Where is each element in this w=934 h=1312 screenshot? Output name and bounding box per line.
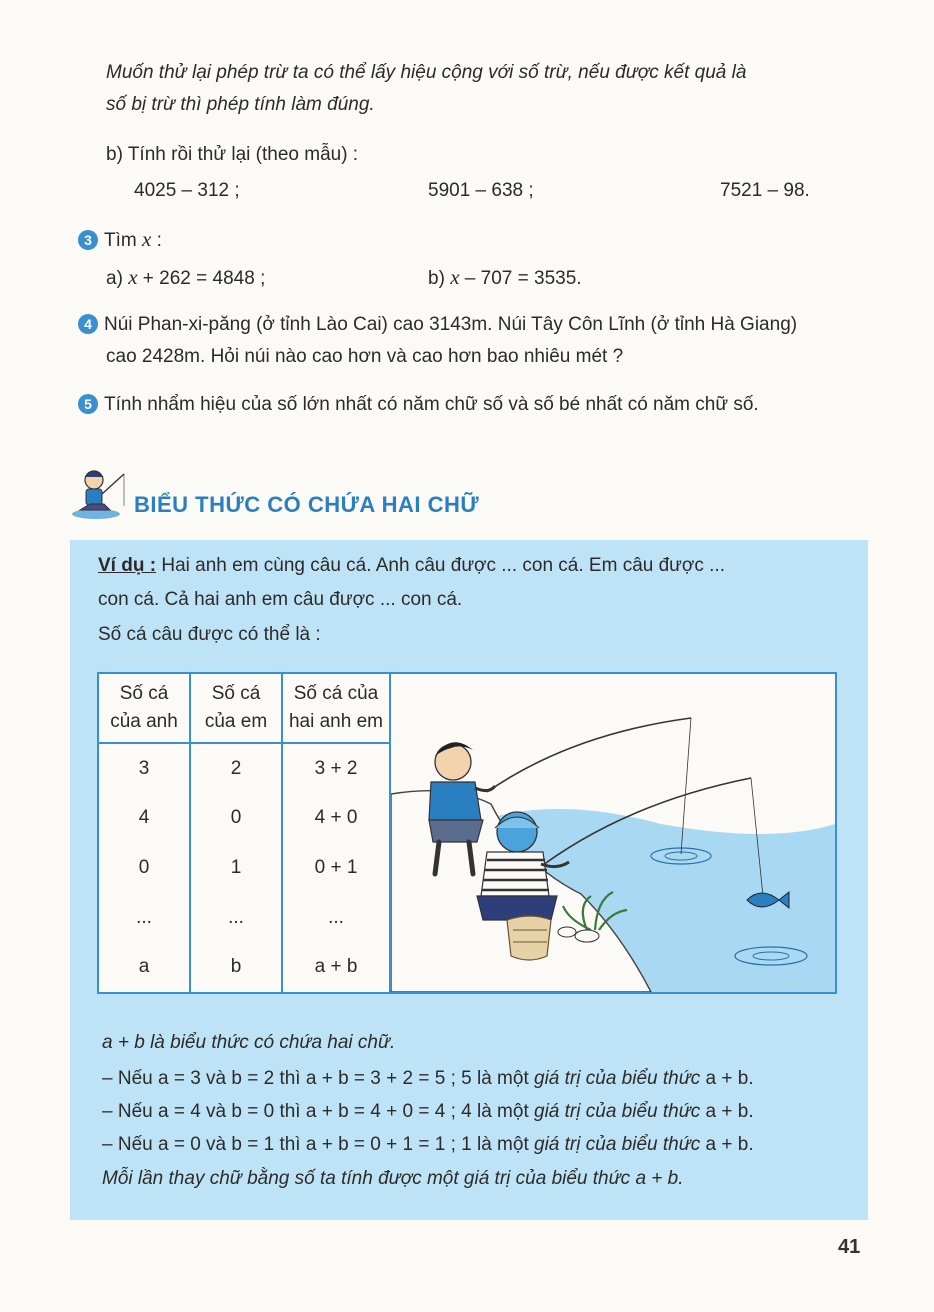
value-example-1 xyxy=(102,1064,754,1094)
exercise-3-label: Tìm xyxy=(104,230,137,251)
table-row xyxy=(98,942,390,993)
exercise-3b-prefix: b) xyxy=(428,268,445,289)
table-cell: 2 xyxy=(190,743,282,794)
table-row xyxy=(98,794,390,844)
exercise-3a-prefix: a) xyxy=(106,268,123,289)
example-line3: Số cá câu được có thể là : xyxy=(98,624,321,645)
exercise-4-line2: cao 2428m. Hỏi núi nào cao hơn và cao hơn bao nhiêu mét ? xyxy=(106,346,624,367)
value-example-prefix: – Nếu a = 4 và b = 0 thì a + b = 4 + 0 = 4 ; 4 là một xyxy=(102,1101,529,1122)
table-cell: ... xyxy=(282,893,390,943)
example-text-1: Hai anh em cùng câu cá. Anh câu được ... con cá. Em câu được ... xyxy=(161,555,725,576)
table-cell: 4 xyxy=(98,794,190,844)
table-cell: b xyxy=(190,942,282,993)
table-cell: 3 + 2 xyxy=(282,743,390,794)
exercise-number-badge: 4 xyxy=(78,314,98,334)
value-example-italic: giá trị của biểu thức xyxy=(534,1134,701,1155)
table-cell: a xyxy=(98,942,190,993)
fishing-boy-icon xyxy=(70,466,126,520)
exercise-4-line1 xyxy=(78,310,797,340)
value-example-suffix: a + b. xyxy=(705,1134,754,1155)
expression-definition: a + b là biểu thức có chứa hai chữ. xyxy=(102,1032,396,1053)
table-cell: 0 + 1 xyxy=(282,843,390,893)
fish-count-table xyxy=(97,672,391,994)
value-example-2 xyxy=(102,1097,754,1127)
example-line2: con cá. Cả hai anh em câu được ... con cá. xyxy=(98,589,463,610)
example-line1 xyxy=(98,551,725,581)
variable-x: x xyxy=(128,265,138,289)
value-example-suffix: a + b. xyxy=(705,1068,754,1089)
table-row xyxy=(98,843,390,893)
table-cell: 4 + 0 xyxy=(282,794,390,844)
fishing-illustration xyxy=(391,674,835,992)
exercise-3-heading xyxy=(78,224,162,256)
exercise-3a-equation: + 262 = 4848 ; xyxy=(142,268,266,289)
calc-item-3: 7521 – 98. xyxy=(720,180,810,201)
exercise-5-text: Tính nhẩm hiệu của số lớn nhất có năm chữ số và số bé nhất có năm chữ số. xyxy=(104,394,759,415)
header-total-line1: Số cá của xyxy=(293,683,379,704)
exercise-number-badge: 5 xyxy=(78,394,98,414)
header-brother-line1: Số cá xyxy=(119,683,169,704)
part-b-instruction: b) Tính rồi thử lại (theo mẫu) : xyxy=(106,144,359,165)
header-total xyxy=(282,673,390,743)
table-cell: ... xyxy=(190,893,282,943)
summary-rule: Mỗi lần thay chữ bằng số ta tính được một giá trị của biểu thức a + b. xyxy=(102,1168,684,1189)
value-example-italic: giá trị của biểu thức xyxy=(534,1068,701,1089)
table-cell: 0 xyxy=(98,843,190,893)
page-number: 41 xyxy=(838,1236,861,1258)
table-row xyxy=(98,743,390,794)
calc-item-2: 5901 – 638 ; xyxy=(428,180,534,201)
exercise-3b xyxy=(428,262,582,294)
value-example-suffix: a + b. xyxy=(705,1101,754,1122)
header-sibling xyxy=(190,673,282,743)
variable-x: x xyxy=(450,265,460,289)
table-header-row xyxy=(98,673,390,743)
section-title: BIỂU THỨC CÓ CHỨA HAI CHỮ xyxy=(134,492,480,517)
variable-x: x xyxy=(142,227,152,251)
exercise-3b-equation: – 707 = 3535. xyxy=(464,268,582,289)
calc-item-1: 4025 – 312 ; xyxy=(134,180,240,201)
exercise-number-badge: 3 xyxy=(78,230,98,250)
header-brother-line2: của anh xyxy=(110,711,178,732)
exercise-3-colon: : xyxy=(156,230,162,251)
table-cell: 3 xyxy=(98,743,190,794)
table-cell: ... xyxy=(98,893,190,943)
subtraction-check-note-line1: Muốn thử lại phép trừ ta có thể lấy hiệu cộng với số trừ, nếu được kết quả là xyxy=(106,62,747,83)
value-example-prefix: – Nếu a = 3 và b = 2 thì a + b = 3 + 2 = 5 ; 5 là một xyxy=(102,1068,529,1089)
subtraction-check-note-line2: số bị trừ thì phép tính làm đúng. xyxy=(106,94,375,115)
example-label: Ví dụ : xyxy=(98,555,157,576)
value-example-3 xyxy=(102,1130,754,1160)
table-cell: 1 xyxy=(190,843,282,893)
table-cell: a + b xyxy=(282,942,390,993)
header-total-line2: hai anh em xyxy=(288,711,383,732)
value-example-prefix: – Nếu a = 0 và b = 1 thì a + b = 0 + 1 = 1 ; 1 là một xyxy=(102,1134,529,1155)
exercise-3a xyxy=(106,262,265,294)
table-row xyxy=(98,893,390,943)
exercise-4-text-1: Núi Phan-xi-păng (ở tỉnh Lào Cai) cao 3143m. Núi Tây Côn Lĩnh (ở tỉnh Hà Giang) xyxy=(104,314,798,335)
value-example-italic: giá trị của biểu thức xyxy=(534,1101,701,1122)
header-sibling-line2: của em xyxy=(204,711,268,732)
exercise-5 xyxy=(78,390,759,420)
header-brother xyxy=(98,673,190,743)
header-sibling-line1: Số cá xyxy=(211,683,261,704)
table-cell: 0 xyxy=(190,794,282,844)
